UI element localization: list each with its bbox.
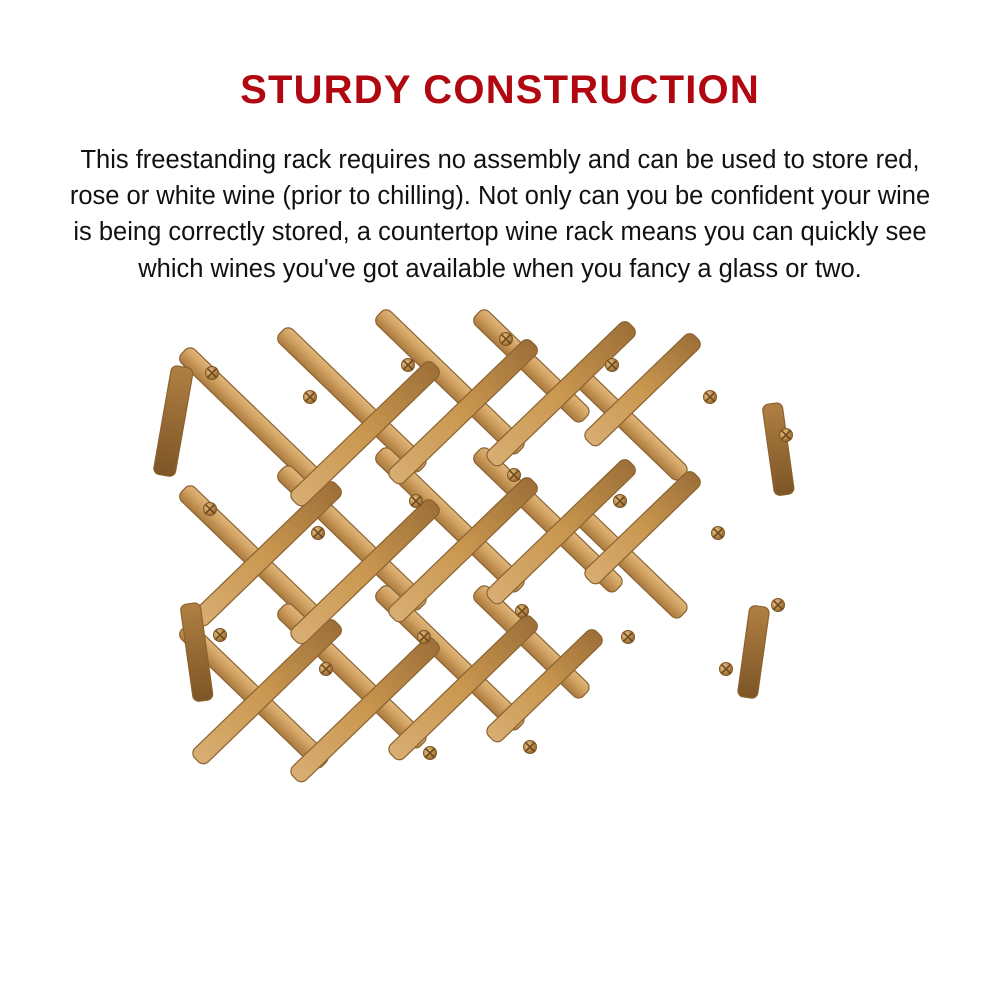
page-title: STURDY CONSTRUCTION <box>240 68 760 112</box>
product-image-area <box>0 287 1000 1000</box>
wine-rack-illustration <box>150 305 850 825</box>
description-text: This freestanding rack requires no assembly and can be used to store red, rose or white wine (prior to chilling). Not only can you be confident your wine is being correctly stored, a countertop wine rack means you can quickly see which wines you've got available when you fancy a glass or two. <box>69 146 931 283</box>
wine-rack-image <box>150 305 850 825</box>
